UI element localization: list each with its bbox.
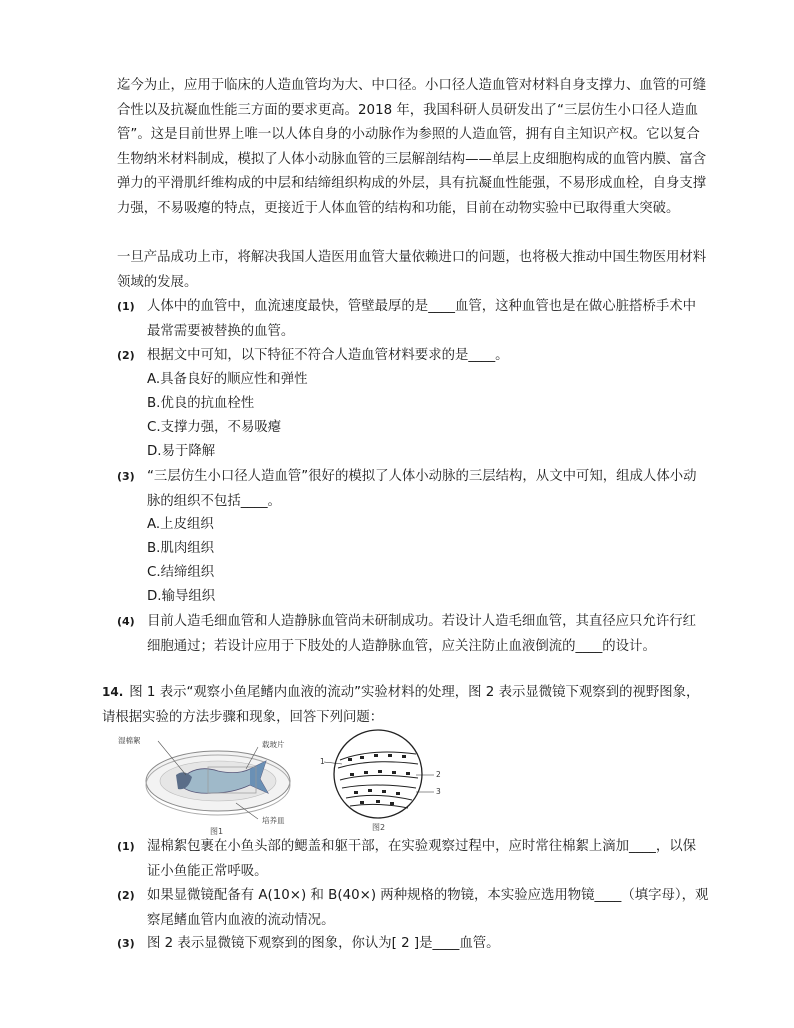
question-number: (3) — [117, 470, 135, 483]
question-text: “三层仿生小口径人造血管”很好的模拟了人体小动脉的三层结构，从文中可知，组成人体小动脉的组织不包括____。 — [147, 469, 697, 509]
question-14-1 — [117, 835, 709, 884]
figure-1-caption: 图1 — [210, 827, 224, 836]
question-number: (3) — [117, 937, 135, 950]
question-number: (2) — [117, 889, 135, 902]
option-b: B.肌肉组织 — [147, 541, 215, 556]
question-13-1 — [117, 295, 709, 344]
question-13-3 — [117, 465, 709, 514]
passage-paragraph-1: 迄今为止，应用于临床的人造血管均为大、中口径。小口径人造血管对材料自身支撑力、血管的可缝合性以及抗凝血性能三方面的要求更高。2018 年，我国科研人员研发出了“三层仿生小口径人造血管”。这是目前世界上唯一以人体自身的小动脉作为参照的人造血管，拥有自主知识产权。它以复合生物纳米材料制成，模拟了人体小动脉血管的三层解剖结构——单层上皮细胞构成的血管内膜、富含弹力的平滑肌纤维构成的中层和结缔组织构成的外层，具有抗凝血性能强，不易形成血栓，自身支撑力强，不易吸瘪的特点，更接近于人体血管的结构和功能，目前在动物实验中已取得重大突破。 — [117, 78, 707, 216]
label-1: 1 — [320, 757, 325, 766]
question-number: 14. — [102, 685, 124, 699]
option-d: D.输导组织 — [147, 589, 216, 604]
option-c: C.支撑力强，不易吸瘪 — [147, 420, 282, 435]
question-14-3 — [117, 932, 709, 957]
question-number: (4) — [117, 615, 135, 628]
question-text: 如果显微镜配备有 A(10×) 和 B(40×) 两种规格的物镜，本实验应选用物镜____（填字母），观察尾鳍血管内血液的流动情况。 — [147, 888, 709, 928]
figure-1 — [118, 733, 308, 835]
question-text: 图 1 表示“观察小鱼尾鳍内血液的流动”实验材料的处理，图 2 表示显微镜下观察到的视野图象，请根据实验的方法步骤和现象，回答下列问题： — [102, 685, 700, 725]
label-2: 2 — [436, 770, 441, 779]
microscope-view-illustration — [320, 728, 450, 834]
question-text: 根据文中可知，以下特征不符合人造血管材料要求的是____。 — [147, 348, 509, 363]
question-text: 人体中的血管中，血流速度最快，管壁最厚的是____血管，这种血管也是在做心脏搭桥手术中最常需要被替换的血管。 — [147, 299, 697, 339]
label-petri-dish: 培养皿 — [262, 816, 285, 825]
question-text: 目前人造毛细血管和人造静脉血管尚未研制成功。若设计人造毛细血管，其直径应只允许行红细胞通过；若设计应用于下肢处的人造静脉血管，应关注防止血液倒流的____的设计。 — [147, 614, 697, 654]
label-slide: 载玻片 — [262, 740, 285, 749]
question-text: 图 2 表示显微镜下观察到的图象，你认为[ 2 ]是____血管。 — [147, 936, 500, 951]
option-d: D.易于降解 — [147, 444, 216, 459]
question-13-4 — [117, 610, 709, 659]
passage-paragraph-2: 一旦产品成功上市，将解决我国人造医用血管大量依赖进口的问题，也将极大推动中国生物医用材料领域的发展。 — [117, 250, 707, 290]
question-number: (1) — [117, 300, 135, 313]
question-14-2 — [117, 884, 709, 933]
option-a: A.上皮组织 — [147, 517, 214, 532]
figure-2-caption: 图2 — [372, 823, 386, 832]
option-c: C.结缔组织 — [147, 565, 215, 580]
question-number: (1) — [117, 840, 135, 853]
label-3: 3 — [436, 787, 441, 796]
option-a: A.具备良好的顺应性和弹性 — [147, 372, 308, 387]
label-wet-cotton: 湿棉絮 — [118, 736, 141, 745]
figure-2 — [320, 728, 450, 834]
option-b: B.优良的抗血栓性 — [147, 396, 255, 411]
question-14-stem — [102, 680, 712, 730]
question-13-2 — [117, 344, 709, 369]
question-number: (2) — [117, 349, 135, 362]
question-text: 湿棉絮包裹在小鱼头部的鳃盖和躯干部，在实验观察过程中，应时常往棉絮上滴加____，以保证小鱼能正常呼吸。 — [147, 839, 697, 879]
